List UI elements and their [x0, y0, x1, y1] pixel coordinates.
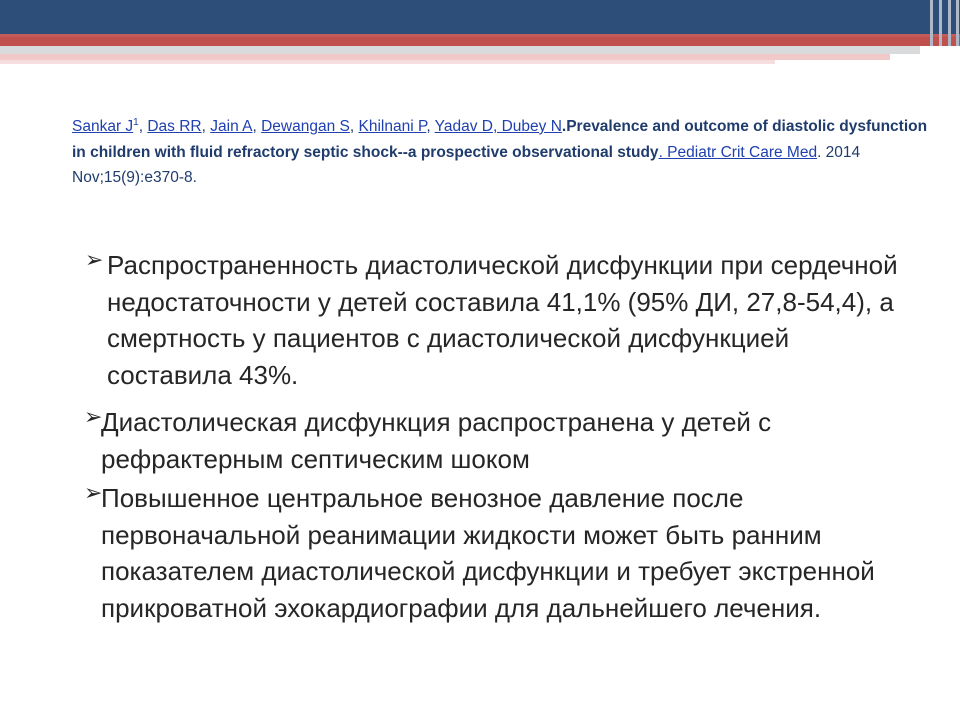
- author-separator: ,: [138, 118, 148, 136]
- author-link[interactable]: , Dubey N: [492, 118, 562, 136]
- journal-link[interactable]: . Pediatr Crit Care Med: [658, 143, 818, 161]
- bullet-item: [85, 247, 907, 393]
- author-separator: ,: [426, 118, 435, 136]
- author-separator: ,: [252, 118, 262, 136]
- author-link[interactable]: Das RR: [147, 118, 202, 136]
- author-separator: ,: [201, 118, 211, 136]
- author-affiliation-sup: 1: [133, 117, 139, 128]
- publication-details: . 2014 Nov;15(9):e370-8.: [72, 143, 861, 187]
- bullet-text: Повышенное центральное венозное давление после первоначальной реанимации жидкости может быть ранним показателем диастолической дисфункции и требует экстренной прикроватной эхокардиографии для дальнейшего лечения.: [101, 483, 875, 623]
- bullet-item: [84, 404, 921, 477]
- author-link[interactable]: Khilnani P: [358, 118, 427, 136]
- header-bar: [0, 0, 960, 34]
- arrow-bullet-icon: ➢: [85, 247, 104, 272]
- header-pink-band-short: [0, 60, 775, 64]
- arrow-bullet-icon: ➢: [84, 480, 103, 505]
- author-link[interactable]: Dewangan S: [261, 118, 350, 136]
- header-stripes: [926, 0, 960, 46]
- bullet-text: Диастолическая дисфункция распространена у детей с рефрактерным септическим шоком: [101, 407, 772, 474]
- bullet-item: [84, 480, 921, 626]
- article-title: .Prevalence and outcome of diastolic dysfunction in children with fluid refractory septic shock--a prospective observational study: [72, 118, 928, 161]
- author-link[interactable]: Jain A: [210, 118, 253, 136]
- citation: [72, 110, 932, 191]
- author-link[interactable]: Yadav D: [434, 118, 493, 136]
- author-link[interactable]: Sankar J: [72, 118, 134, 136]
- bullet-text: Распространенность диастолической дисфункции при сердечной недостаточности у детей составила 41,1% (95% ДИ, 27,8-54,4), а смертность у пациентов с диастолической дисфункцией составила 43%.: [107, 250, 898, 390]
- header-accent-band: [0, 37, 960, 46]
- header-gray-band: [0, 46, 920, 54]
- arrow-bullet-icon: ➢: [84, 404, 103, 429]
- author-separator: ,: [349, 118, 359, 136]
